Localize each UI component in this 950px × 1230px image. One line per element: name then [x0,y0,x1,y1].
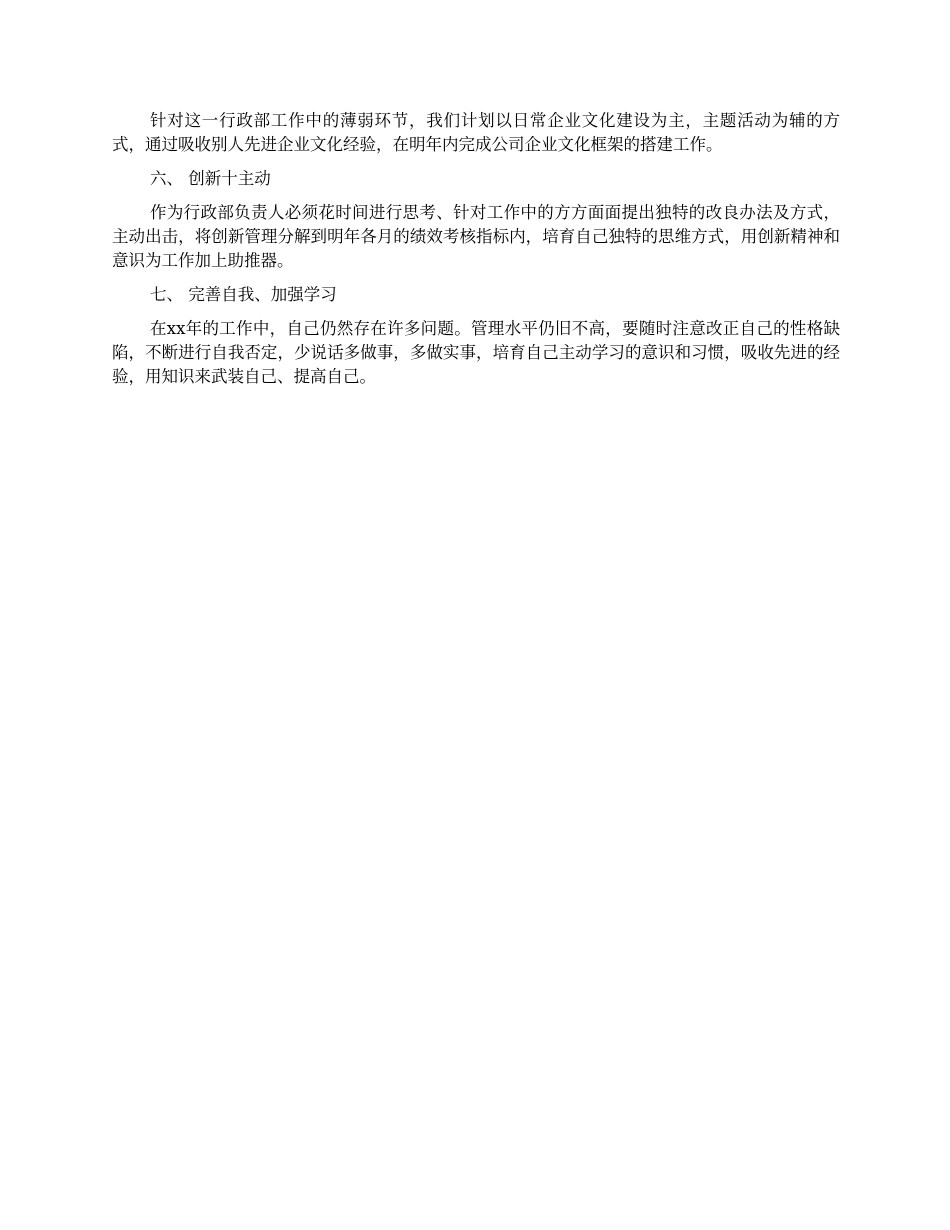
paragraph-self-improvement: 在xx年的工作中，自己仍然存在许多问题。管理水平仍旧不高，要随时注意改正自己的性格缺陷，不断进行自我否定，少说话多做事，多做实事，培育自己主动学习的意识和习惯，吸收先进的经验，用知识来武装自己、提高自己。 [112,319,840,386]
document-body [112,109,840,389]
paragraph-culture-plan: 针对这一行政部工作中的薄弱环节，我们计划以日常企业文化建设为主，主题活动为辅的方式，通过吸收别人先进企业文化经验，在明年内完成公司企业文化框架的搭建工作。 [112,111,840,154]
paragraph-innovation: 作为行政部负责人必须花时间进行思考、针对工作中的方方面面提出独特的改良办法及方式，主动出击，将创新管理分解到明年各月的绩效考核指标内，培育自己独特的思维方式，用创新精神和意识为工作加上助推器。 [112,203,840,270]
section-heading-self-improvement: 七、 完善自我、加强学习 [150,285,337,304]
section-heading-innovation: 六、 创新十主动 [150,169,271,188]
